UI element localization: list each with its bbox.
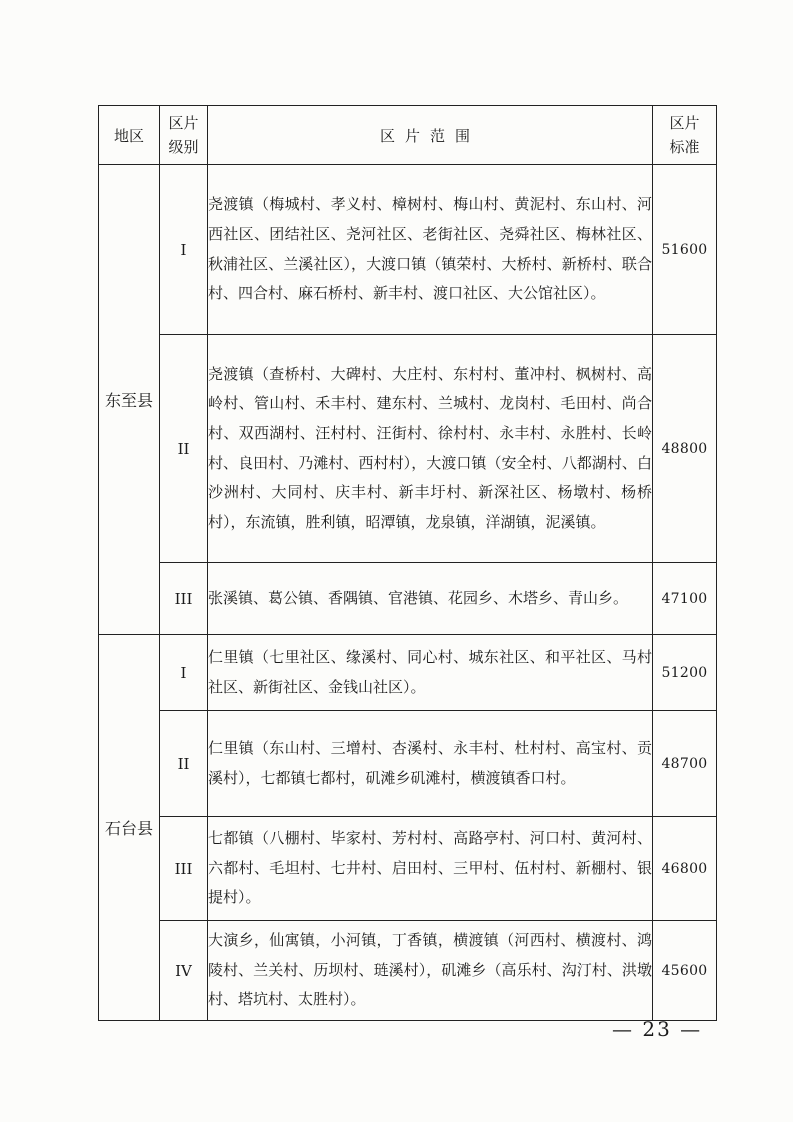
header-zone-level-line1: 区片	[168, 114, 199, 132]
header-zone-standard	[653, 106, 717, 165]
zone-level: II	[160, 335, 208, 563]
table-row	[99, 563, 717, 635]
zone-level: III	[160, 817, 208, 921]
zone-scope: 大演乡，仙寓镇，小河镇，丁香镇，横渡镇（河西村、横渡村、鸿陵村、兰关村、历坝村、琏溪村），矶滩乡（高乐村、沟汀村、洪墩村、塔坑村、太胜村）。	[208, 921, 653, 1021]
zone-standard: 51600	[653, 165, 717, 335]
table-row	[99, 921, 717, 1021]
zone-level: I	[160, 635, 208, 711]
header-zone-level-line2: 级别	[168, 138, 199, 156]
zone-level: III	[160, 563, 208, 635]
table-row	[99, 165, 717, 335]
zone-scope: 仁里镇（七里社区、缘溪村、同心村、城东社区、和平社区、马村社区、新街社区、金钱山社区）。	[208, 635, 653, 711]
zone-scope: 尧渡镇（梅城村、孝义村、樟树村、梅山村、黄泥村、东山村、河西社区、团结社区、尧河社区、老街社区、尧舜社区、梅林社区、秋浦社区、兰溪社区），大渡口镇（镇荣村、大桥村、新桥村、联合村、四合村、麻石桥村、新丰村、渡口社区、大公馆社区）。	[208, 165, 653, 335]
zone-scope: 尧渡镇（查桥村、大碑村、大庄村、东村村、董冲村、枫树村、高岭村、管山村、禾丰村、建东村、兰城村、龙岗村、毛田村、尚合村、双西湖村、汪村村、汪街村、徐村村、永丰村、永胜村、长岭村、良田村、乃滩村、西村村），大渡口镇（安全村、八都湖村、白沙洲村、大同村、庆丰村、新丰圩村、新深社区、杨墩村、杨桥村），东流镇，胜利镇，昭潭镇，龙泉镇，洋湖镇，泥溪镇。	[208, 335, 653, 563]
zone-scope: 七都镇（八棚村、毕家村、芳村村、高路亭村、河口村、黄河村、六都村、毛坦村、七井村、启田村、三甲村、伍村村、新棚村、银提村）。	[208, 817, 653, 921]
zone-level: IV	[160, 921, 208, 1021]
zone-scope: 张溪镇、葛公镇、香隅镇、官港镇、花园乡、木塔乡、青山乡。	[208, 563, 653, 635]
region-dongzhi: 东至县	[99, 165, 160, 635]
zone-standard: 47100	[653, 563, 717, 635]
zone-level: I	[160, 165, 208, 335]
zone-standard: 46800	[653, 817, 717, 921]
page-number: — 23 —	[612, 1017, 703, 1041]
zone-standard: 48700	[653, 711, 717, 817]
zone-scope: 仁里镇（东山村、三增村、杏溪村、永丰村、杜村村、高宝村、贡溪村），七都镇七都村，矶滩乡矶滩村，横渡镇香口村。	[208, 711, 653, 817]
region-shitai: 石台县	[99, 635, 160, 1021]
table-row	[99, 335, 717, 563]
header-zone-scope: 区片范围	[208, 106, 653, 165]
table-row	[99, 635, 717, 711]
zone-standard: 45600	[653, 921, 717, 1021]
header-zone-standard-line1: 区片	[669, 114, 700, 132]
table-header-row	[99, 106, 717, 165]
header-zone-standard-line2: 标准	[669, 138, 700, 156]
table-row	[99, 817, 717, 921]
land-price-zone-table	[98, 105, 717, 1021]
header-region: 地区	[99, 106, 160, 165]
zone-standard: 48800	[653, 335, 717, 563]
zone-level: II	[160, 711, 208, 817]
header-zone-level	[160, 106, 208, 165]
zone-standard: 51200	[653, 635, 717, 711]
table-row	[99, 711, 717, 817]
